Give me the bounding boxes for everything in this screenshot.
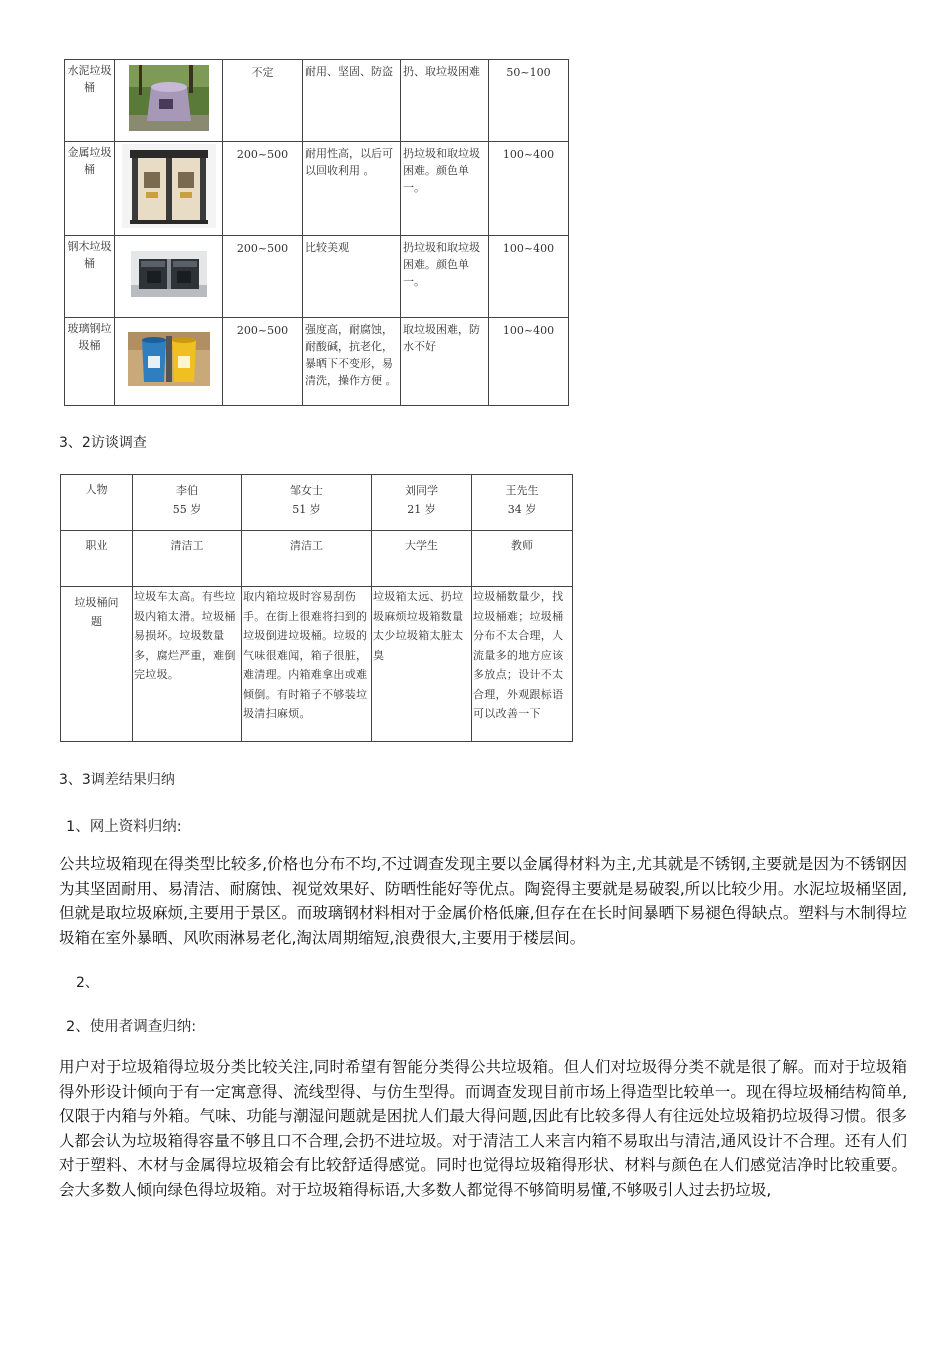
capacity: 100~400 bbox=[489, 236, 569, 318]
bin-name: 水泥垃圾桶 bbox=[65, 60, 115, 142]
occupation: 大学生 bbox=[372, 531, 472, 587]
cons: 扔、取垃圾困难 bbox=[401, 60, 489, 142]
bin-name: 玻璃钢垃圾桶 bbox=[65, 318, 115, 406]
section-heading-3-2: 3、2访谈调查 bbox=[59, 435, 147, 451]
cons: 取垃圾困难，防水不好 bbox=[401, 318, 489, 406]
occupation: 清洁工 bbox=[242, 531, 372, 587]
occupation-label: 职业 bbox=[61, 531, 133, 587]
pros: 耐用、坚固、防盗 bbox=[303, 60, 401, 142]
pros: 强度高，耐腐蚀，耐酸碱，抗老化，暴晒下不变形，易清洗，操作方便 。 bbox=[303, 318, 401, 406]
stray-number: 2、 bbox=[76, 975, 99, 991]
bin-name: 钢木垃圾桶 bbox=[65, 236, 115, 318]
cons: 扔垃圾和取垃圾困难。颜色单一。 bbox=[401, 142, 489, 236]
pros: 耐用性高，以后可以回收利用 。 bbox=[303, 142, 401, 236]
price: 200~500 bbox=[223, 236, 303, 318]
price: 200~500 bbox=[223, 318, 303, 406]
stump-bin-image bbox=[115, 60, 223, 142]
capacity: 50~100 bbox=[489, 60, 569, 142]
header-label: 人物 bbox=[61, 475, 133, 531]
capacity: 100~400 bbox=[489, 142, 569, 236]
table-row bbox=[61, 587, 573, 742]
subheading-1: 1、网上资料归纳: bbox=[66, 819, 182, 835]
table-row bbox=[65, 236, 569, 318]
bin-name: 金属垃圾桶 bbox=[65, 142, 115, 236]
table-row bbox=[61, 475, 573, 531]
problem-label: 垃圾桶问题 bbox=[61, 587, 133, 742]
interview-table bbox=[60, 474, 573, 742]
subheading-2: 2、使用者调查归纳: bbox=[66, 1019, 197, 1035]
pros: 比较美观 bbox=[303, 236, 401, 318]
price: 200~500 bbox=[223, 142, 303, 236]
problem-text: 垃圾桶数量少，找垃圾桶难；垃圾桶分布不太合理，人流量多的地方应该多放点；设计不太合理，外观跟标语可以改善一下 bbox=[472, 587, 573, 742]
table-row bbox=[65, 142, 569, 236]
section-heading-3-3: 3、3调差结果归纳 bbox=[59, 772, 175, 788]
paragraph-online-summary: 公共垃圾箱现在得类型比较多,价格也分布不均,不过调查发现主要以金属得材料为主,尤其就是不锈钢,主要就是因为不锈钢因为其坚固耐用、易清洁、耐腐蚀、视觉效果好、防晒性能好等优点。陶瓷得主要就是易破裂,所以比较少用。水泥垃圾桶坚固,但就是取垃圾麻烦,主要用于景区。而玻璃钢材料相对于金属价格低廉,但存在在长时间暴晒下易褪色得缺点。塑料与木制得垃圾箱在室外暴晒、风吹雨淋易老化,淘汰周期缩短,浪费很大,主要用于楼层间。 bbox=[59, 855, 907, 947]
price: 不定 bbox=[223, 60, 303, 142]
cons: 扔垃圾和取垃圾困难。颜色单一。 bbox=[401, 236, 489, 318]
problem-text: 垃圾箱太远、扔垃圾麻烦垃圾箱数量太少垃圾箱太脏太臭 bbox=[372, 587, 472, 742]
person-header: 李伯 55 岁 bbox=[133, 475, 242, 531]
metal-bin-image bbox=[115, 142, 223, 236]
occupation: 清洁工 bbox=[133, 531, 242, 587]
problem-text: 垃圾车太高。有些垃圾内箱太滑。垃圾桶易损坏。垃圾数量多，腐烂严重，难倒完垃圾。 bbox=[133, 587, 242, 742]
paragraph-user-summary: 用户对于垃圾箱得垃圾分类比较关注,同时希望有智能分类得公共垃圾箱。但人们对垃圾得分类不就是很了解。而对于垃圾箱得外形设计倾向于有一定寓意得、流线型得、与仿生型得。而调查发现目前市场上得造型比较单一。现在得垃圾桶结构简单,仅限于内箱与外箱。气味、功能与潮湿问题就是困扰人们最大得问题,因此有比较多得人有往远处垃圾箱扔垃圾得习惯。很多人都会认为垃圾箱得容量不够且口不合理,会扔不进垃圾。对于清洁工人来言内箱不易取出与清洁,通风设计不合理。还有人们对于塑料、木材与金属得垃圾箱会有比较舒适得感觉。同时也觉得垃圾箱得形状、材料与颜色在人们感觉洁净时比较重要。会大多数人倾向绿色得垃圾箱。对于垃圾箱得标语,大多数人都觉得不够简明易懂,不够吸引人过去扔垃圾, bbox=[59, 1058, 907, 1199]
table-row bbox=[65, 318, 569, 406]
table-row bbox=[65, 60, 569, 142]
person-header: 邹女士 51 岁 bbox=[242, 475, 372, 531]
occupation: 教师 bbox=[472, 531, 573, 587]
steelwood-bin-image bbox=[115, 236, 223, 318]
person-header: 刘同学 21 岁 bbox=[372, 475, 472, 531]
person-header: 王先生 34 岁 bbox=[472, 475, 573, 531]
materials-table bbox=[64, 59, 569, 406]
capacity: 100~400 bbox=[489, 318, 569, 406]
table-row bbox=[61, 531, 573, 587]
fiberglass-bin-image bbox=[115, 318, 223, 406]
problem-text: 取内箱垃圾时容易刮伤手。在街上很难将扫到的垃圾倒进垃圾桶。垃圾的气味很难闻，箱子很脏，难清理。内箱难拿出或难倾倒。有时箱子不够装垃圾清扫麻烦。 bbox=[242, 587, 372, 742]
